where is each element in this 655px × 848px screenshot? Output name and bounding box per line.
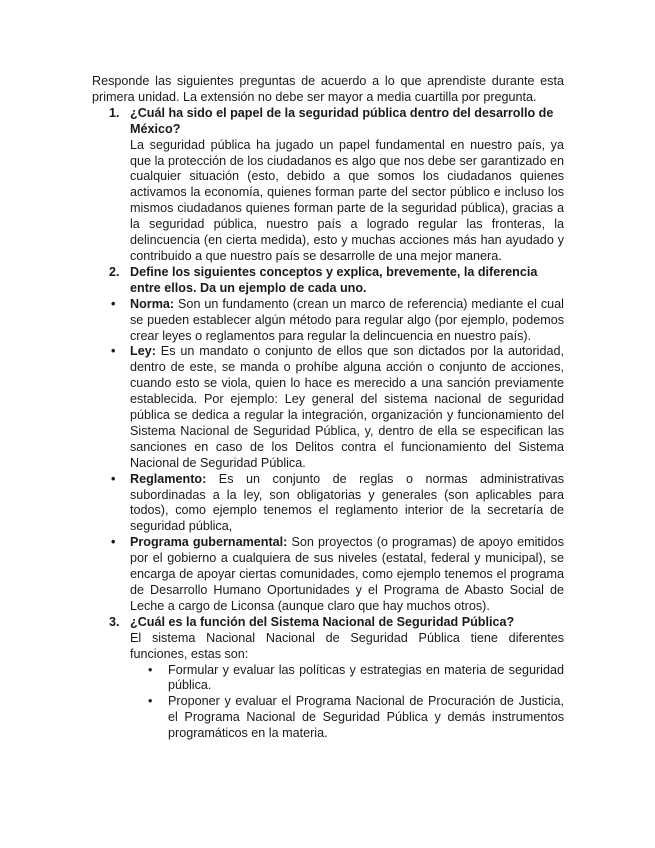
concept-term: Norma: <box>130 296 175 311</box>
question-1-number: 1. <box>109 105 120 120</box>
bullet-icon: • <box>111 535 116 550</box>
question-3-title: ¿Cuál es la función del Sistema Nacional de Seguridad Pública? <box>130 614 515 629</box>
function-item <box>92 663 564 695</box>
function-text: Proponer y evaluar el Programa Nacional de Procuración de Justicia, el Programa Nacional de Seguridad Pública y demás instrumentos programáticos en la materia. <box>168 694 564 741</box>
question-3-heading <box>92 615 564 631</box>
bullet-icon: • <box>111 296 116 311</box>
concept-term: Programa gubernamental: <box>130 535 288 550</box>
concept-term: Ley: <box>130 344 156 359</box>
concept-definition: Es un conjunto de reglas o normas administrativas subordinadas a la ley, son obligatorias y generales (son aplicables para todos), como ejemplo tenemos el reglamento interior de la secretaría de seguridad pública, <box>130 471 564 534</box>
concept-item-programa <box>92 535 564 615</box>
bullet-icon: • <box>111 344 116 359</box>
concept-definition: Son proyectos (o programas) de apoyo emitidos por el gobierno a cualquiera de sus niveles (estatal, federal y municipal), se encarga de apoyar ciertas comunidades, como ejemplo tenemos el programa de Desarrollo Humano Oportunidades y el Programa de Abasto Social de Leche a cargo de Liconsa (aunque claro que hay muchos otros). <box>130 535 564 613</box>
function-text: Formular y evaluar las políticas y estrategias en materia de seguridad pública. <box>168 662 564 693</box>
question-2-heading <box>92 265 564 297</box>
bullet-icon: • <box>111 471 116 486</box>
concept-item-reglamento <box>92 472 564 536</box>
question-3-number: 3. <box>109 614 120 629</box>
concept-definition: Son un fundamento (crean un marco de referencia) mediante el cual se pueden establecer algún método para regular algo (por ejemplo, podemos crear leyes o reglamentos para regular la delincuencia en nuestro país). <box>130 296 564 343</box>
question-2-number: 2. <box>109 264 120 279</box>
function-item <box>92 694 564 742</box>
bullet-icon: • <box>148 694 153 709</box>
concept-item-ley <box>92 344 564 471</box>
intro-paragraph: Responde las siguientes preguntas de acuerdo a lo que aprendiste durante esta primera unidad. La extensión no debe ser mayor a media cuartilla por pregunta. <box>92 74 564 104</box>
question-1-title: ¿Cuál ha sido el papel de la seguridad pública dentro del desarrollo de México? <box>130 105 554 136</box>
question-1-answer: La seguridad pública ha jugado un papel fundamental en nuestro país, ya que la protección de los ciudadanos es algo que nos debe ser garantizado en cualquier situación (esto, debido a que somos los ciudadanos quienes activamos la economía, quienes forman parte del sector público e incluso los mismos ciudadanos quienes forman parte de la seguridad pública), gracias a la seguridad pública, nuestro país a logrado regular las fronteras, la delincuencia (en cierta medida), esto y muchas acciones más han ayudado y contribuido a que nuestro país se desarrolle de una mejor manera. <box>130 137 564 263</box>
question-3-answer: El sistema Nacional Nacional de Seguridad Pública tiene diferentes funciones, estas son: <box>130 630 564 661</box>
concept-term: Reglamento: <box>130 471 207 486</box>
question-1-heading <box>92 106 564 138</box>
question-2-title: Define los siguientes conceptos y explica, brevemente, la diferencia entre ellos. Da un ejemplo de cada uno. <box>130 264 538 295</box>
document-body <box>92 74 564 742</box>
bullet-icon: • <box>148 662 153 677</box>
concept-item-norma <box>92 297 564 345</box>
concept-definition: Es un mandato o conjunto de ellos que son dictados por la autoridad, dentro de este, se manda o prohíbe alguna acción o conjunto de acciones, cuando esto se viola, quien lo hace es merecido a una sanción previamente establecida. Por ejemplo: Ley general del sistema nacional de seguridad pública se dedica a regular la integración, organización y funcionamiento del Sistema Nacional de Seguridad Pública, y, dentro de ella se especifican las sanciones en caso de los Delitos contra el funcionamiento del Sistema Nacional de Seguridad Pública. <box>130 344 564 470</box>
